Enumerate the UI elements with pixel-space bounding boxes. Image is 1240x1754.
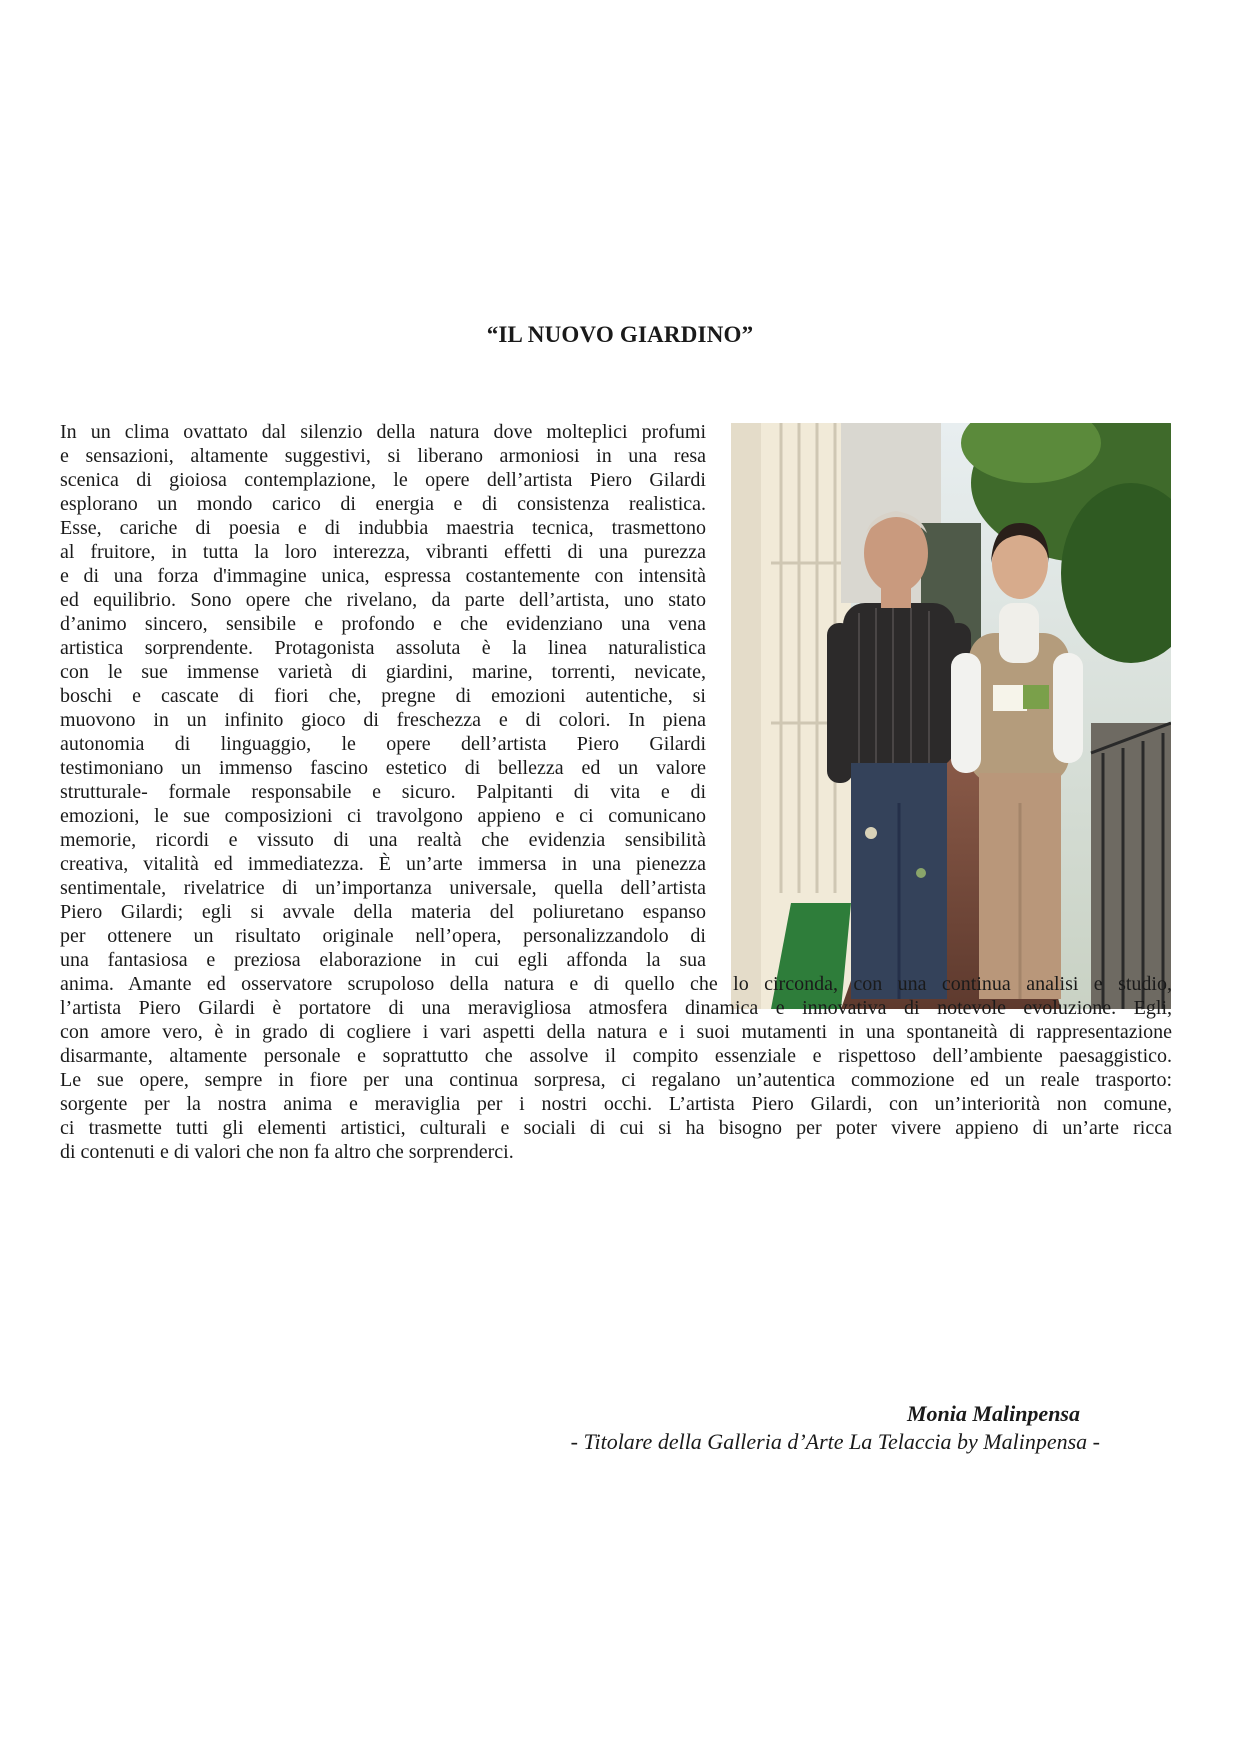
body-line: muovono in un infinito gioco di freschezza e di colori. In piena [60,709,706,731]
body-line: disarmante, altamente personale e soprattutto che assolve il compito essenziale e rispettoso dell’ambiente paesaggistico. [60,1045,1172,1067]
body-line: ci trasmette tutti gli elementi artistici, culturali e sociali di cui si ha bisogno per poter vivere appieno di un’arte ricca [60,1117,1172,1139]
body-line: artistica sorprendente. Protagonista assoluta è la linea naturalistica [60,637,706,659]
body-line: memorie, ricordi e vissuto di una realtà che evidenzia sensibilità [60,829,706,851]
body-line: con amore vero, è in grado di cogliere i vari aspetti della natura e i suoi mutamenti in una spontaneità di rappresentazione [60,1021,1172,1043]
body-line: Piero Gilardi; egli si avvale della materia del poliuretano espanso [60,901,706,923]
body-line: l’artista Piero Gilardi è portatore di una meravigliosa atmosfera dinamica e innovativa di notevole evoluzione. Egli, [60,997,1172,1019]
body-line: e sensazioni, altamente suggestivi, si liberano armoniosi in una resa [60,445,706,467]
body-line: autonomia di linguaggio, le opere dell’artista Piero Gilardi [60,733,706,755]
body-line: per ottenere un risultato originale nell’opera, personalizzandolo di [60,925,706,947]
body-line: sorgente per la nostra anima e meraviglia per i nostri occhi. L’artista Piero Gilardi, con un’interiorità non comune, [60,1093,1172,1115]
signature-name: Monia Malinpensa [907,1401,1080,1426]
body-line: strutturale- formale responsabile e sicuro. Palpitanti di vita e di [60,781,706,803]
body-line: scenica di gioiosa contemplazione, le opere dell’artista Piero Gilardi [60,469,706,491]
body-line: creativa, vitalità ed immediatezza. È un’arte immersa in una pienezza [60,853,706,875]
body-line: emozioni, le sue composizioni ci travolgono appieno e ci comunicano [60,805,706,827]
body-line: d’animo sincero, sensibile e profondo e che evidenziano una vena [60,613,706,635]
body-line: ed equilibrio. Sono opere che rivelano, da parte dell’artista, uno stato [60,589,706,611]
body-line: e di una forza d'immagine unica, espressa costantemente con intensità [60,565,706,587]
signature-role: - Titolare della Galleria d’Arte La Telaccia by Malinpensa - [570,1429,1100,1454]
body-line: sentimentale, rivelatrice di un’importanza universale, quella dell’artista [60,877,706,899]
body-line: di contenuti e di valori che non fa altro che sorprenderci. [60,1141,514,1163]
body-line: con le sue immense varietà di giardini, marine, torrenti, nevicate, [60,661,706,683]
body-line: In un clima ovattato dal silenzio della natura dove molteplici profumi [60,421,706,443]
body-line: esplorano un mondo carico di energia e di consistenza realistica. [60,493,706,515]
body-line: una fantasiosa e preziosa elaborazione in cui egli affonda la sua [60,949,706,971]
artist-photo [731,423,1171,1009]
body-line: Le sue opere, sempre in fiore per una continua sorpresa, ci regalano un’autentica commozione ed un reale trasporto: [60,1069,1172,1091]
body-line: al fruitore, in tutta la loro interezza, vibranti effetti di una purezza [60,541,706,563]
article-title: “IL NUOVO GIARDINO” [486,322,754,347]
body-line: testimoniano un immenso fascino estetico di bellezza ed un valore [60,757,706,779]
body-line: Esse, cariche di poesia e di indubbia maestria tecnica, trasmettono [60,517,706,539]
body-line: anima. Amante ed osservatore scrupoloso della natura e di quello che lo circonda, con una continua analisi e studio, [60,973,1172,995]
body-line: boschi e cascate di fiori che, pregne di emozioni autentiche, si [60,685,706,707]
